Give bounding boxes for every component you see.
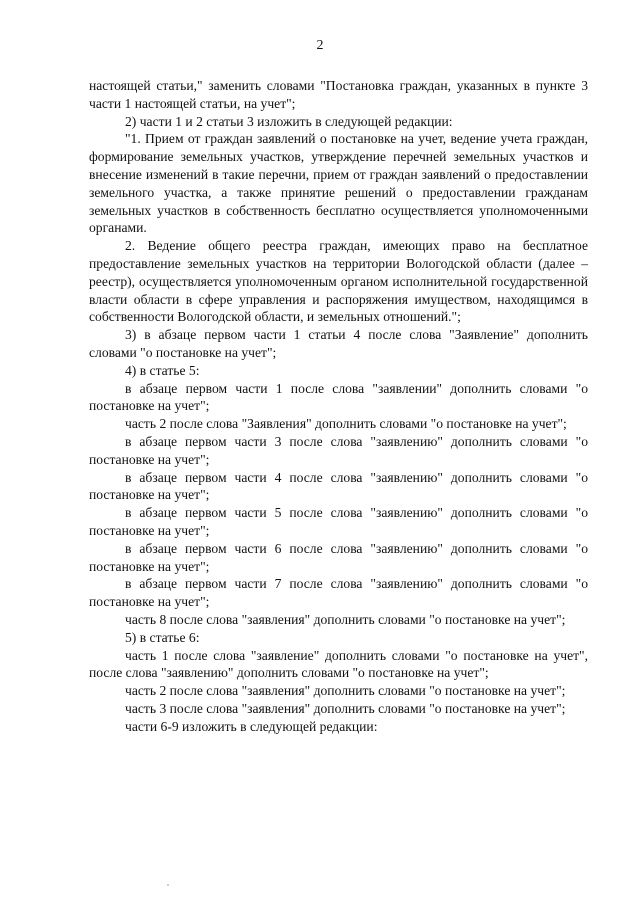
- paragraph: 5) в статье 6:: [125, 629, 200, 645]
- paragraph: в абзаце первом части 4 после слова "заявлению" дополнить словами "о постановке на учет";: [89, 469, 588, 503]
- paragraph: часть 3 после слова "заявления" дополнить словами "о постановке на учет";: [125, 700, 566, 716]
- paragraph: часть 2 после слова "Заявления" дополнить словами "о постановке на учет";: [125, 416, 567, 432]
- paragraph: часть 1 после слова "заявление" дополнить словами "о постановке на учет", после слова "заявлению" дополнить словами "о постановке на учет";: [89, 647, 588, 681]
- paragraph: части 6-9 изложить в следующей редакции:: [125, 718, 378, 734]
- paragraph: в абзаце первом части 6 после слова "заявлению" дополнить словами "о постановке на учет";: [89, 540, 588, 574]
- paragraph: часть 8 после слова "заявления" дополнить словами "о постановке на учет";: [125, 611, 566, 627]
- paragraph: в абзаце первом части 7 после слова "заявлению" дополнить словами "о постановке на учет";: [89, 576, 588, 610]
- paragraph: в абзаце первом части 1 после слова "заявлении" дополнить словами "о постановке на учет";: [89, 380, 588, 414]
- paragraph: 3) в абзаце первом части 1 статьи 4 после слова "Заявление" дополнить словами "о постановке на учет";: [89, 327, 588, 360]
- paragraph: в абзаце первом части 3 после слова "заявлению" дополнить словами "о постановке на учет";: [89, 433, 588, 467]
- paragraph: 2) части 1 и 2 статьи 3 изложить в следующей редакции:: [125, 113, 453, 129]
- page-number: 2: [316, 38, 324, 53]
- paragraph: в абзаце первом части 5 после слова "заявлению" дополнить словами "о постановке на учет";: [89, 505, 588, 538]
- scan-speck: [167, 884, 169, 886]
- document-body: [89, 77, 588, 735]
- paragraph: часть 2 после слова "заявления" дополнить словами "о постановке на учет";: [125, 683, 566, 699]
- paragraph: 4) в статье 5:: [125, 362, 200, 378]
- paragraph: 2. Ведение общего реестра граждан, имеющих право на бесплатное предоставление земельных участков на территории Вологодской области (далее – реестр), осуществляется уполномоченным органом исполнительной государственной власти области в сфере управления и распоряжения имуществом, находящимся в собственности Вологодской области, и земельных отношений.";: [89, 238, 588, 325]
- paragraph: настоящей статьи," заменить словами "Постановка граждан, указанных в пункте 3 части 1 настоящей статьи, на учет";: [89, 78, 588, 111]
- paragraph: "1. Прием от граждан заявлений о постановке на учет, ведение учета граждан, формирование земельных участков, утверждение перечней земельных участков и внесение изменений в такие перечни, прием от граждан заявлений о предоставлении земельного участка, а также принятие решений о предоставлении гражданам земельных участков в собственность бесплатно осуществляется уполномоченными органами.: [89, 131, 588, 236]
